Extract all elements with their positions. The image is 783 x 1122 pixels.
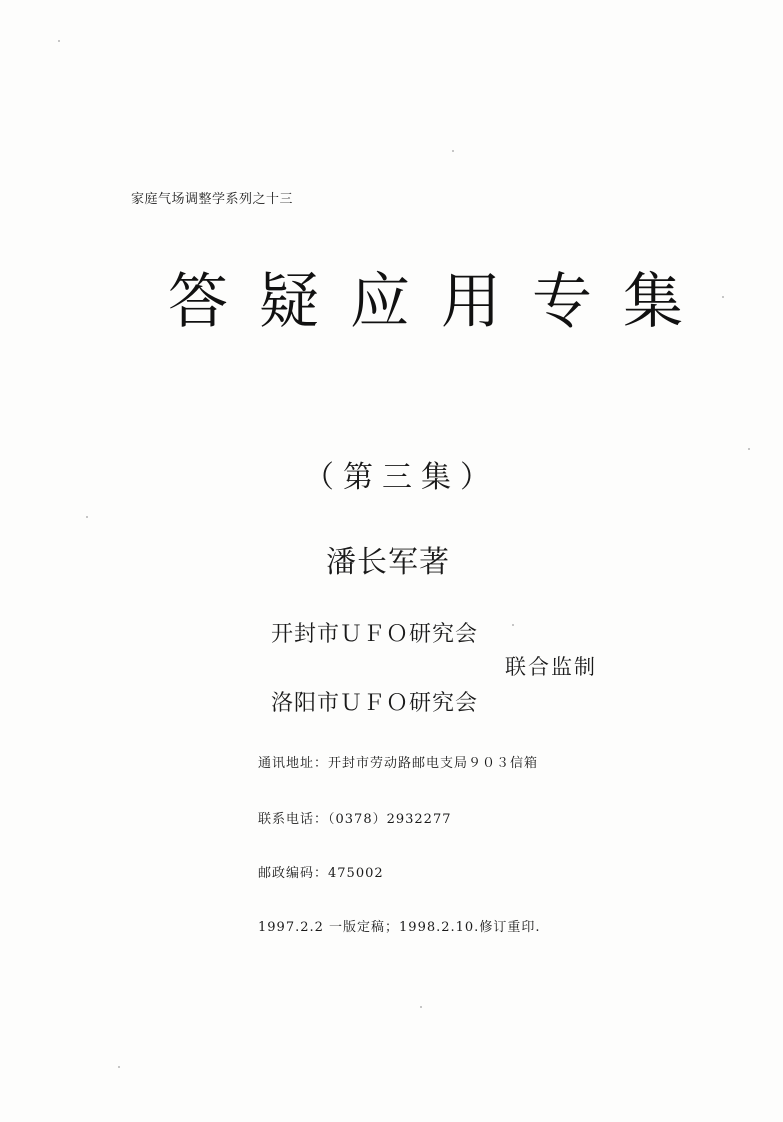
scan-speck xyxy=(58,40,60,42)
joint-supervision-label: 联合监制 xyxy=(505,655,597,679)
scan-speck xyxy=(86,516,88,518)
scan-speck xyxy=(748,448,750,450)
edition-line: 1997.2.2 一版定稿；1998.2.10.修订重印. xyxy=(258,920,541,935)
organizer-luoyang: 洛阳市ＵＦＯ研究会 xyxy=(271,691,479,716)
address-line: 通讯地址：开封市劳动路邮电支局９０３信箱 xyxy=(258,756,539,771)
scan-speck xyxy=(452,150,454,152)
phone-line: 联系电话：（0378）2932277 xyxy=(258,812,452,827)
volume-label: （第三集） xyxy=(304,460,499,495)
organizer-kaifeng: 开封市ＵＦＯ研究会 xyxy=(271,622,479,647)
scan-speck xyxy=(118,1066,120,1068)
scan-speck xyxy=(722,296,724,298)
scan-speck xyxy=(420,1006,422,1008)
scan-speck xyxy=(512,624,514,626)
main-title: 答疑应用专集 xyxy=(168,267,714,337)
series-title: 家庭气场调整学系列之十三 xyxy=(131,192,294,207)
postcode-line: 邮政编码：475002 xyxy=(258,866,384,881)
author-line: 潘长军著 xyxy=(326,545,450,580)
